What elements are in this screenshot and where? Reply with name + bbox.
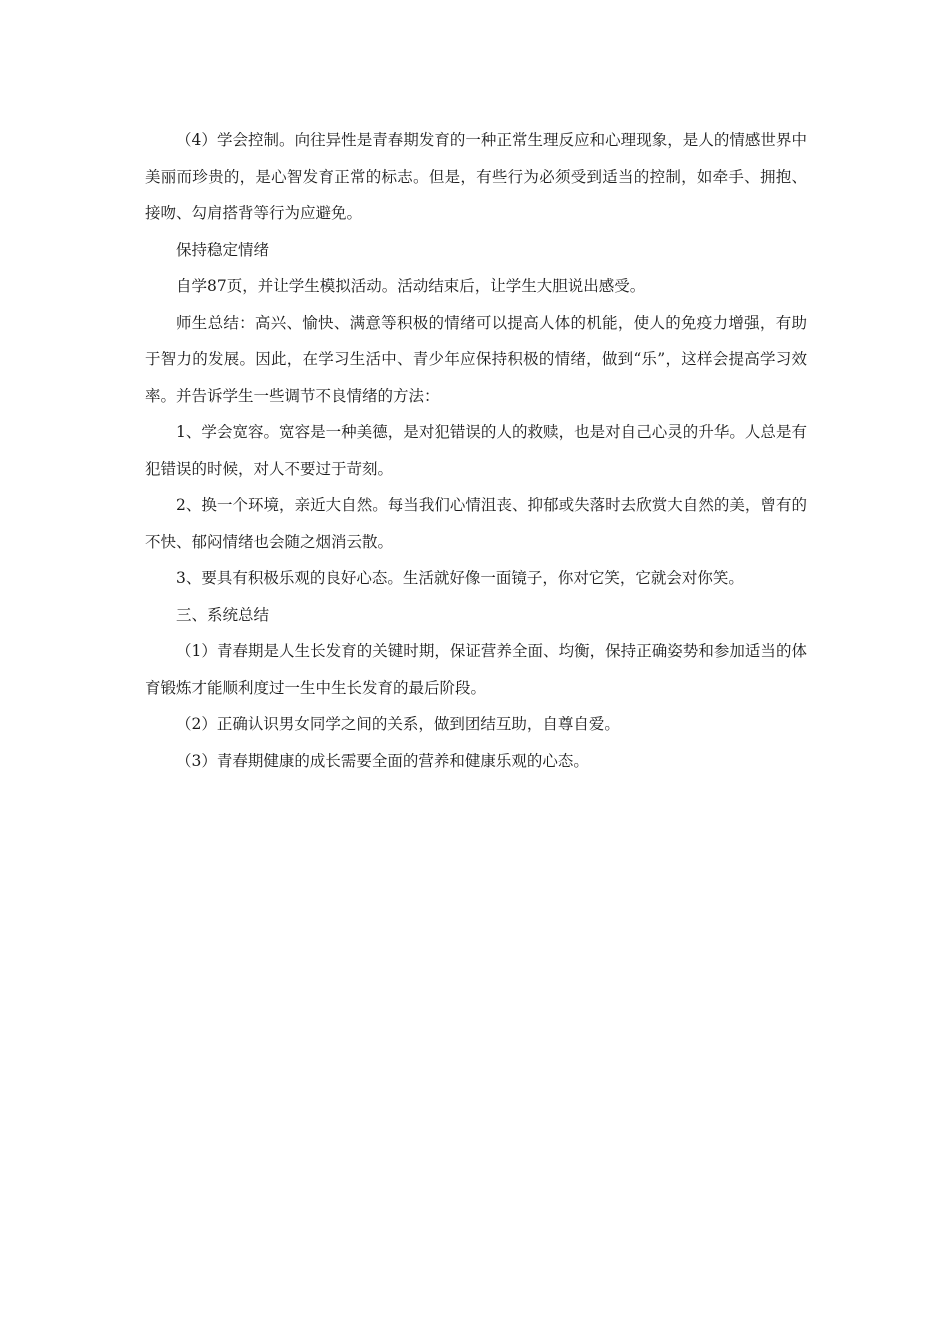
paragraph-teacher-student-summary: 师生总结：高兴、愉快、满意等积极的情绪可以提高人体的机能，使人的免疫力增强，有助于智力的发展。因此，在学习生活中、青少年应保持积极的情绪，做到“乐”，这样会提高学习效率。并告诉学生一些调节不良情绪的方法： bbox=[145, 313, 807, 405]
heading-system-summary: 三、系统总结 bbox=[176, 605, 270, 624]
paragraph-summary-2: （2）正确认识男女同学之间的关系，做到团结互助，自尊自爱。 bbox=[176, 715, 620, 733]
paragraph-learn-control: （4）学会控制。向往异性是青春期发育的一种正常生理反应和心理现象，是人的情感世界中美丽而珍贵的，是心智发育正常的标志。但是，有些行为必须受到适当的控制，如牵手、拥抱、接吻、勾肩搭背等行为应避免。 bbox=[145, 131, 807, 222]
paragraph-self-study: 自学87页，并让学生模拟活动。活动结束后，让学生大胆说出感受。 bbox=[176, 277, 646, 295]
document-body bbox=[145, 122, 807, 779]
paragraph-method-optimism: 3、要具有积极乐观的良好心态。生活就好像一面镜子，你对它笑，它就会对你笑。 bbox=[176, 569, 744, 587]
paragraph-summary-1: （1）青春期是人生长发育的关键时期，保证营养全面、均衡，保持正确姿势和参加适当的体育锻炼才能顺利度过一生中生长发育的最后阶段。 bbox=[145, 642, 807, 697]
heading-keep-stable-emotion: 保持稳定情绪 bbox=[176, 240, 270, 259]
paragraph-method-tolerance: 1、学会宽容。宽容是一种美德，是对犯错误的人的救赎，也是对自己心灵的升华。人总是有犯错误的时候，对人不要过于苛刻。 bbox=[145, 423, 807, 478]
paragraph-method-nature: 2、换一个环境，亲近大自然。每当我们心情沮丧、抑郁或失落时去欣赏大自然的美，曾有的不快、郁闷情绪也会随之烟消云散。 bbox=[145, 496, 807, 551]
paragraph-summary-3: （3）青春期健康的成长需要全面的营养和健康乐观的心态。 bbox=[176, 751, 589, 770]
